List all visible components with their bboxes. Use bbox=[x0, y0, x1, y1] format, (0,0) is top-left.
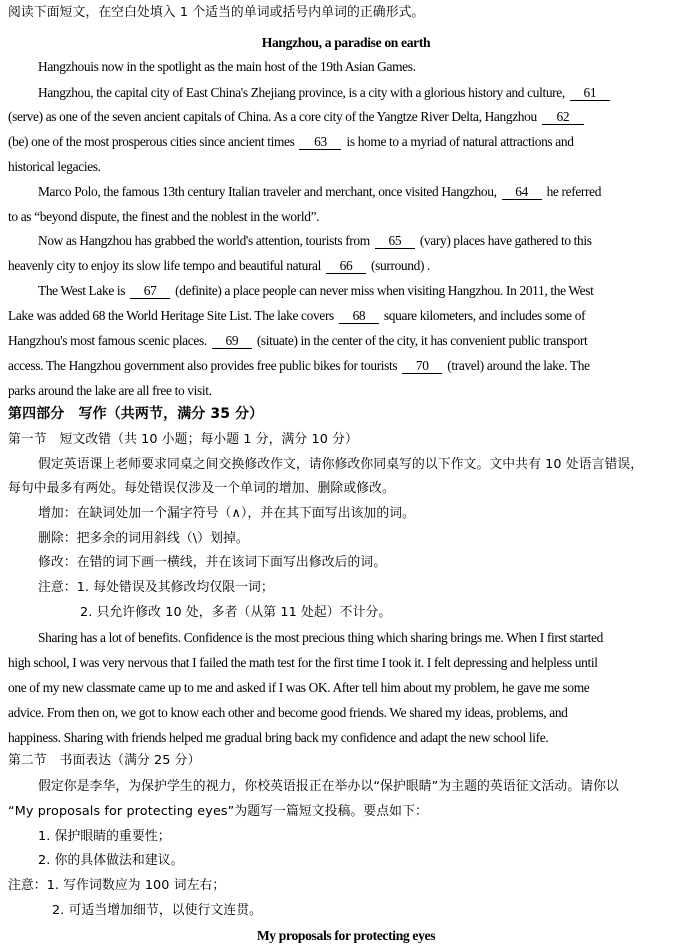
section-two-note-1: 注意：1. 写作词数应为 100 词左右； bbox=[8, 878, 226, 893]
passage-line-14: parks around the lake are all free to visit. bbox=[8, 383, 212, 398]
essay-line-4: advice. From then on, we got to know each other and become good friends. We shared my ideas, problems, and bbox=[8, 705, 568, 720]
essay-line-2: high school, I was very nervous that I failed the math test for the first time I took it. I felt depressing and helpless until bbox=[8, 655, 598, 670]
passage-title: Hangzhou, a paradise on earth bbox=[261, 35, 431, 50]
passage-line-2: Hangzhou, the capital city of East China's Zhejiang province, is a city with a glorious history and culture, 61 bbox=[38, 84, 692, 102]
blank-65[interactable]: 65 bbox=[375, 234, 415, 249]
blank-67[interactable]: 67 bbox=[130, 284, 170, 299]
passage-line-10: The West Lake is 67 (definite) a place people can never miss when visiting Hangzhou. In 2011, the West bbox=[38, 283, 594, 298]
section-two-note-2: 2. 可适当增加细节，以使行文连贯。 bbox=[52, 903, 263, 918]
blank-62[interactable]: 62 bbox=[542, 110, 584, 125]
passage-line-12: Hangzhou's most famous scenic places. 69 (situate) in the center of the city, it has convenient public transport bbox=[8, 333, 588, 348]
section-one-intro-1: 假定英语课上老师要求同桌之间交换修改作文，请你修改你同桌写的以下作文。文中共有 10 处语言错误， bbox=[38, 457, 644, 472]
section-one-note-1: 注意：1. 每处错误及其修改均仅限一词； bbox=[38, 580, 274, 595]
point-2: 2. 你的具体做法和建议。 bbox=[38, 853, 184, 868]
blank-63[interactable]: 63 bbox=[299, 135, 341, 150]
blank-66[interactable]: 66 bbox=[326, 259, 366, 274]
rule-add: 增加：在缺词处加一个漏字符号（∧），并在其下面写出该加的词。 bbox=[38, 506, 416, 521]
point-1: 1. 保护眼睛的重要性； bbox=[38, 829, 171, 844]
reading-instruction: 阅读下面短文，在空白处填入 1 个适当的单词或括号内单词的正确形式。 bbox=[8, 5, 425, 20]
passage-line-8: Now as Hangzhou has grabbed the world's attention, tourists from 65 (vary) places have gathered to this bbox=[38, 233, 592, 248]
blank-68[interactable]: 68 bbox=[339, 309, 379, 324]
blank-64[interactable]: 64 bbox=[502, 185, 542, 200]
section-two-intro-2: “My proposals for protecting eyes”为题写一篇短文投稿。要点如下： bbox=[8, 804, 428, 819]
essay-title: My proposals for protecting eyes bbox=[256, 928, 436, 943]
essay-line-3: one of my new classmate came up to me and asked if I was OK. After tell him about my problem, he gave me some bbox=[8, 680, 590, 695]
passage-line-5: historical legacies. bbox=[8, 159, 101, 174]
blank-70[interactable]: 70 bbox=[402, 359, 442, 374]
passage-line-13: access. The Hangzhou government also provides free public bikes for tourists 70 (travel) around the lake. The bbox=[8, 358, 590, 373]
section-two-intro-1: 假定你是李华，为保护学生的视力，你校英语报正在举办以“保护眼睛”为主题的英语征文活动。请你以 bbox=[38, 779, 619, 794]
passage-line-1: Hangzhouis now in the spotlight as the main host of the 19th Asian Games. bbox=[38, 59, 416, 74]
rule-modify: 修改：在错的词下画一横线，并在该词下面写出修改后的词。 bbox=[38, 555, 387, 570]
passage-line-4: (be) one of the most prosperous cities since ancient times 63 is home to a myriad of natural attractions and bbox=[8, 134, 574, 149]
passage-line-9: heavenly city to enjoy its slow life tempo and beautiful natural 66 (surround) . bbox=[8, 258, 431, 273]
passage-line-11: Lake was added 68 the World Heritage Site List. The lake covers 68 square kilometers, and includes some of bbox=[8, 308, 586, 323]
part-four-title: 第四部分 写作（共两节，满分 35 分） bbox=[8, 406, 264, 422]
section-two-title: 第二节 书面表达（满分 25 分） bbox=[8, 753, 201, 768]
blank-69[interactable]: 69 bbox=[212, 334, 252, 349]
essay-line-1: Sharing has a lot of benefits. Confidence is the most precious thing which sharing brings me. When I first started bbox=[38, 630, 603, 645]
section-one-title: 第一节 短文改错（共 10 小题；每小题 1 分，满分 10 分） bbox=[8, 432, 358, 447]
passage-line-6: Marco Polo, the famous 13th century Italian traveler and merchant, once visited Hangzhou, 64 he referred bbox=[38, 184, 602, 199]
essay-line-5: happiness. Sharing with friends helped me gradual bring back my confidence and adapt the new school life. bbox=[8, 730, 549, 745]
passage-line-7: to as “beyond dispute, the finest and the noblest in the world”. bbox=[8, 209, 320, 224]
passage-line-3: (serve) as one of the seven ancient capitals of China. As a core city of the Yangtze River Delta, Hangzhou 62 bbox=[8, 108, 692, 126]
blank-61[interactable]: 61 bbox=[570, 86, 610, 101]
section-one-note-2: 2. 只允许修改 10 处，多者（从第 11 处起）不计分。 bbox=[80, 605, 392, 620]
section-one-intro-2: 每句中最多有两处。每处错误仅涉及一个单词的增加、删除或修改。 bbox=[8, 481, 395, 496]
rule-delete: 删除：把多余的词用斜线（\）划掉。 bbox=[38, 531, 249, 546]
